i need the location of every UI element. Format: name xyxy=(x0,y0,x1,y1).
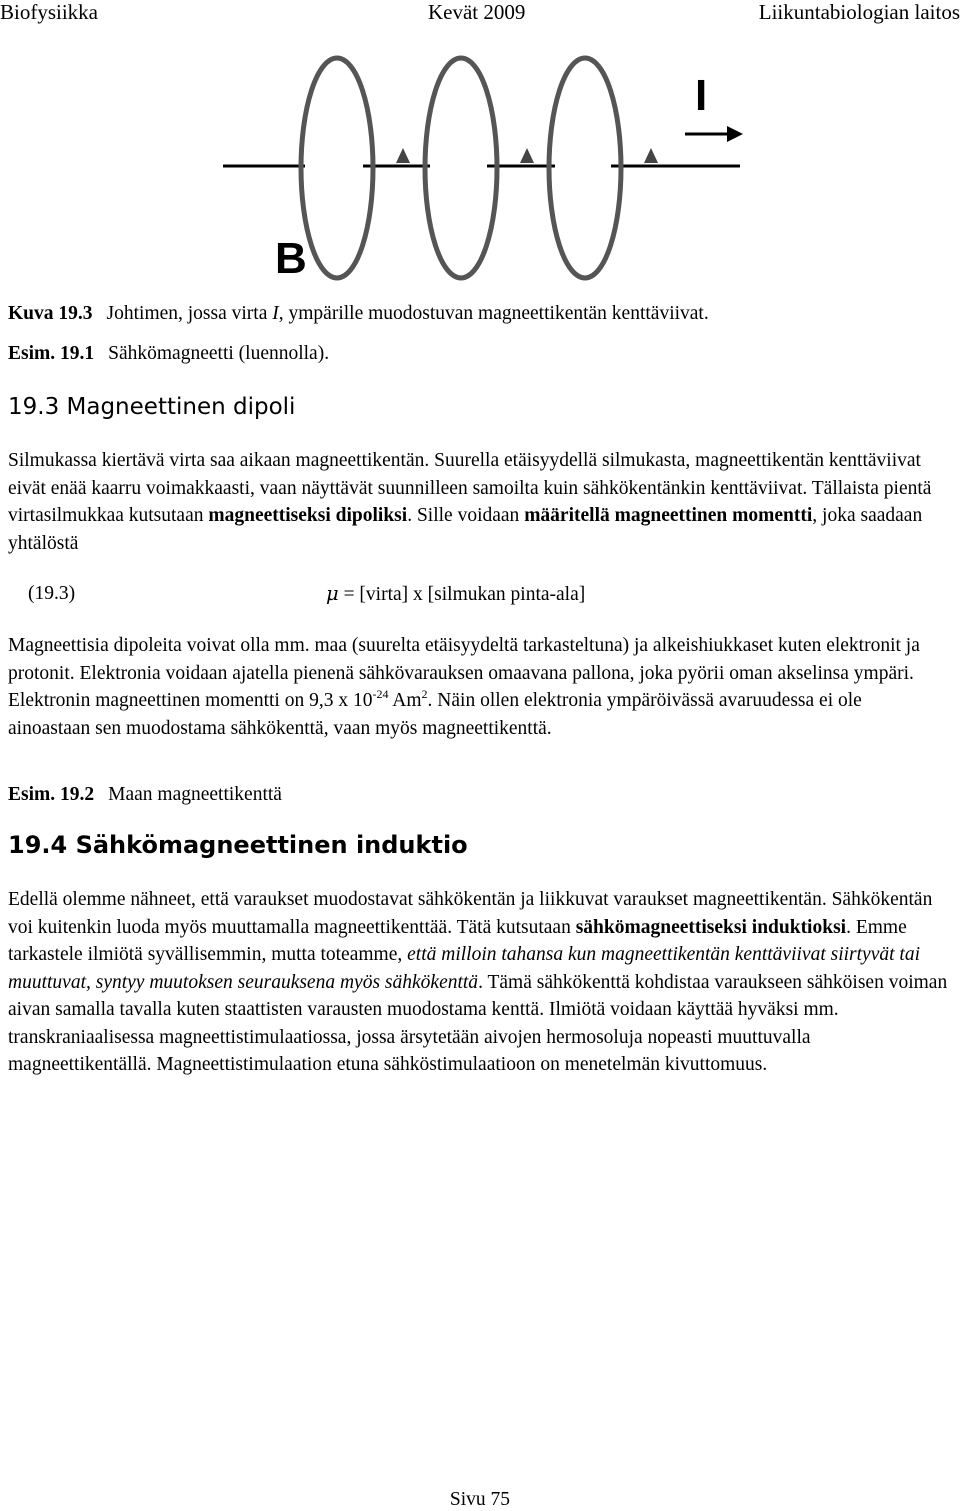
para2-exponent-1: -24 xyxy=(372,687,389,701)
para2-exponent-2: 2 xyxy=(421,687,428,701)
para1-term-moment: määritellä magneettinen momentti xyxy=(524,505,813,526)
loop-arrow-3 xyxy=(644,148,658,163)
para1-text-c: . Sille voidaan xyxy=(407,505,525,526)
equation-number: (19.3) xyxy=(28,583,76,604)
para1-text-e: , joka saadaan yhtälöstä xyxy=(8,505,923,554)
para3-text-a: Edellä olemme nähneet, että varaukset muodostavat sähkökentän ja liikkuvat varaukset magneettikentän. Sähkökentän voi kuitenkin luoda myös muuttamalla magneettikenttää. Tätä kutsutaan xyxy=(8,889,933,938)
paragraph-dipole xyxy=(8,447,948,557)
field-loop-3 xyxy=(549,58,621,278)
caption-current-symbol: I xyxy=(272,303,279,324)
example-19-1 xyxy=(8,340,948,368)
equation-mu-symbol: μ xyxy=(326,582,339,605)
header-department: Liikuntabiologian laitos xyxy=(758,0,960,24)
caption-text-b: , ympärille muodostuvan magneettikentän kenttäviivat. xyxy=(278,303,709,324)
header-term: Kevät 2009 xyxy=(428,0,526,24)
paragraph-dipole-examples xyxy=(8,632,948,742)
equation-expression: = [virta] x [silmukan pinta-ala] xyxy=(338,584,586,605)
current-label: I xyxy=(695,71,708,120)
field-label: B xyxy=(275,234,307,283)
example1-text: Sähkömagneetti (luennolla). xyxy=(108,343,330,364)
magnetic-field-figure xyxy=(215,48,755,288)
para1-text-a: Silmukassa kiertävä virta saa aikaan magneettikentän. Suurella etäisyydellä silmukasta, magneettikentän kenttäviivat eivät enää kaarru voimakkaasti, vaan näyttävät suunnilleen samoilta kuin sähkökentänkin kenttäviivat. Tällaista pientä virtasilmukkaa kutsutaan xyxy=(8,450,932,526)
current-arrow-head xyxy=(727,126,743,142)
loop-arrow-1 xyxy=(396,148,410,163)
caption-label: Kuva 19.3 xyxy=(8,303,93,324)
example2-label: Esim. 19.2 xyxy=(8,784,95,805)
para3-italic-statement: että milloin tahansa kun magneettikentän kenttäviivat siirtyvät tai muuttuvat, syntyy muutoksen seurauksena myös sähkökenttä xyxy=(8,944,920,993)
para2-text-a: Magneettisia dipoleita voivat olla mm. maa (suurelta etäisyydeltä tarkasteltuna) ja alkeishiukkaset kuten elektronit ja protonit. Elektronia voidaan ajatella pienenä sähkövarauksen omaavana pallona, joka pyörii oman akselinsa ympäri. Elektronin magneettinen momentti on 9,3 x 10 xyxy=(8,635,920,711)
field-loop-1 xyxy=(301,58,373,278)
para1-term-dipole: magneettiseksi dipoliksi xyxy=(208,505,408,526)
section-heading-19-4: 19.4 Sähkömagneettinen induktio xyxy=(8,831,468,859)
caption-text-a: Johtimen, jossa virta xyxy=(106,303,273,324)
example1-label: Esim. 19.1 xyxy=(8,343,95,364)
page-number: Sivu 75 xyxy=(449,1489,511,1510)
field-loop-2 xyxy=(425,58,497,278)
figure-caption xyxy=(8,300,948,328)
para3-text-c: . Emme tarkastele ilmiötä syvällisemmin, mutta toteamme, xyxy=(8,916,907,965)
equation-body xyxy=(326,580,585,608)
example2-text: Maan magneettikenttä xyxy=(108,784,282,805)
loop-arrow-2 xyxy=(520,148,534,163)
section-heading-19-3: 19.3 Magneettinen dipoli xyxy=(8,394,296,420)
para2-text-b: Am xyxy=(388,690,422,711)
para3-text-e: . Tämä sähkökenttä kohdistaa varaukseen sähköisen voiman aivan samalla tavalla kuten staattisten varausten muodostama kenttä. Ilmiötä voidaan käyttää hyväksi mm. transkraniaalisessa magneettistimulaatiossa, jossa ärsytetään aivojen hermosoluja nopeasti muuttuvalla magneettikentällä. Magneettistimulaation etuna sähköstimulaatioon on menetelmän kivuttomuus. xyxy=(8,971,948,1075)
example-19-2 xyxy=(8,781,948,809)
paragraph-induction xyxy=(8,886,948,1079)
para2-text-c: . Näin ollen elektronia ympäröivässä avaruudessa ei ole ainoastaan sen muodostama sähkökenttä, vaan myös magneettikenttä. xyxy=(8,690,862,739)
para3-term-induction: sähkömagneettiseksi induktioksi xyxy=(575,916,847,938)
header-course: Biofysiikka xyxy=(0,0,98,24)
page-header xyxy=(0,0,960,28)
